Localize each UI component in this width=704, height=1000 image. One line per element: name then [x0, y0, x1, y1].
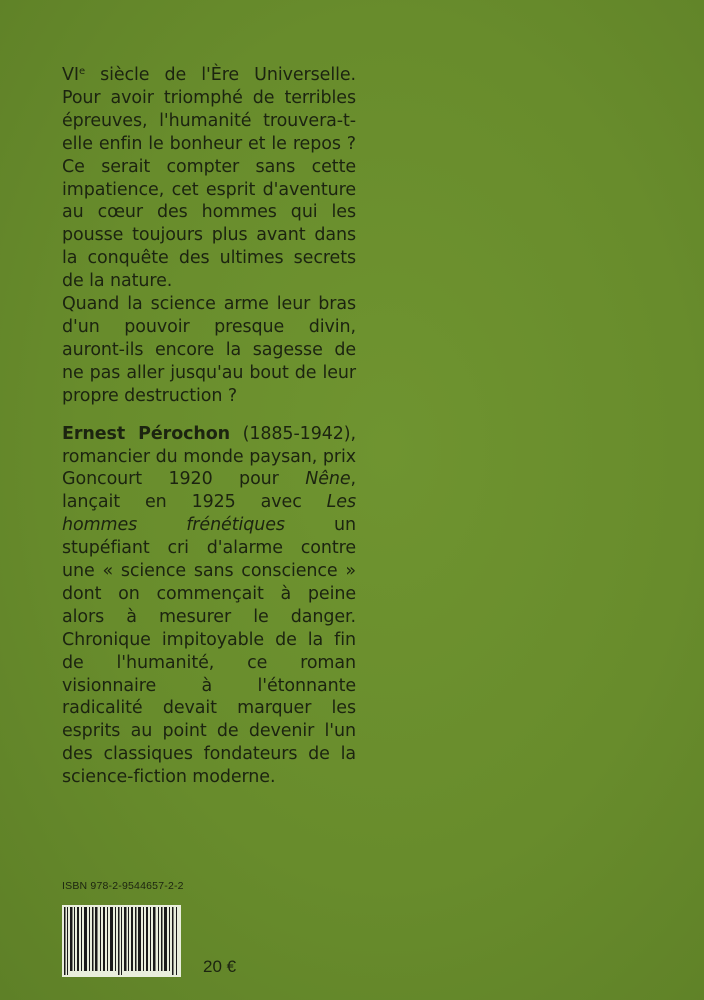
author-name: Ernest Pérochon — [62, 423, 231, 444]
blurb-paragraph-intro — [62, 64, 356, 293]
author-biography — [62, 423, 356, 790]
author-bio-text-1: (1885-1942), romancier du monde paysan, prix Goncourt 1920 pour — [62, 423, 357, 490]
isbn-label: ISBN 978-2-9544657-2-2 — [62, 880, 184, 892]
price-label: 20 € — [203, 957, 237, 976]
back-cover-blurb — [62, 64, 356, 789]
book-title-hommes-frenetiques: Les hommes frénétiques — [62, 492, 356, 536]
author-bio-text-3: un stupéfiant cri d'alarme contre une « science sans conscience » dont on commençait à peine alors à mesurer le danger. Chronique impitoyable de la fin de l'humanité, ce roman visionnaire à l'étonnante radicalité devait marquer les esprits au point de devenir l'un des classiques fondateurs de la science-fiction moderne. — [62, 515, 356, 788]
century-superscript: e — [78, 66, 85, 77]
blurb-paragraph-question: Quand la science arme leur bras d'un pouvoir presque divin, auront-ils encore la sagesse de ne pas aller jusqu'au bout de leur propre destruction ? — [62, 294, 356, 406]
author-bio-text-2: , lançait en 1925 avec — [62, 469, 356, 513]
century-numeral: VI — [62, 65, 79, 85]
barcode-icon — [62, 905, 181, 977]
book-title-nene: Nêne — [305, 469, 351, 490]
intro-text: siècle de l'Ère Universelle. Pour avoir triomphé de terribles épreuves, l'humanité trouvera-t-elle enfin le bonheur et le repos ? Ce serait compter sans cette impatience, cet esprit d'aventure au cœur des hommes qui les pousse toujours plus avant dans la conquête des ultimes secrets de la nature. — [62, 65, 356, 292]
